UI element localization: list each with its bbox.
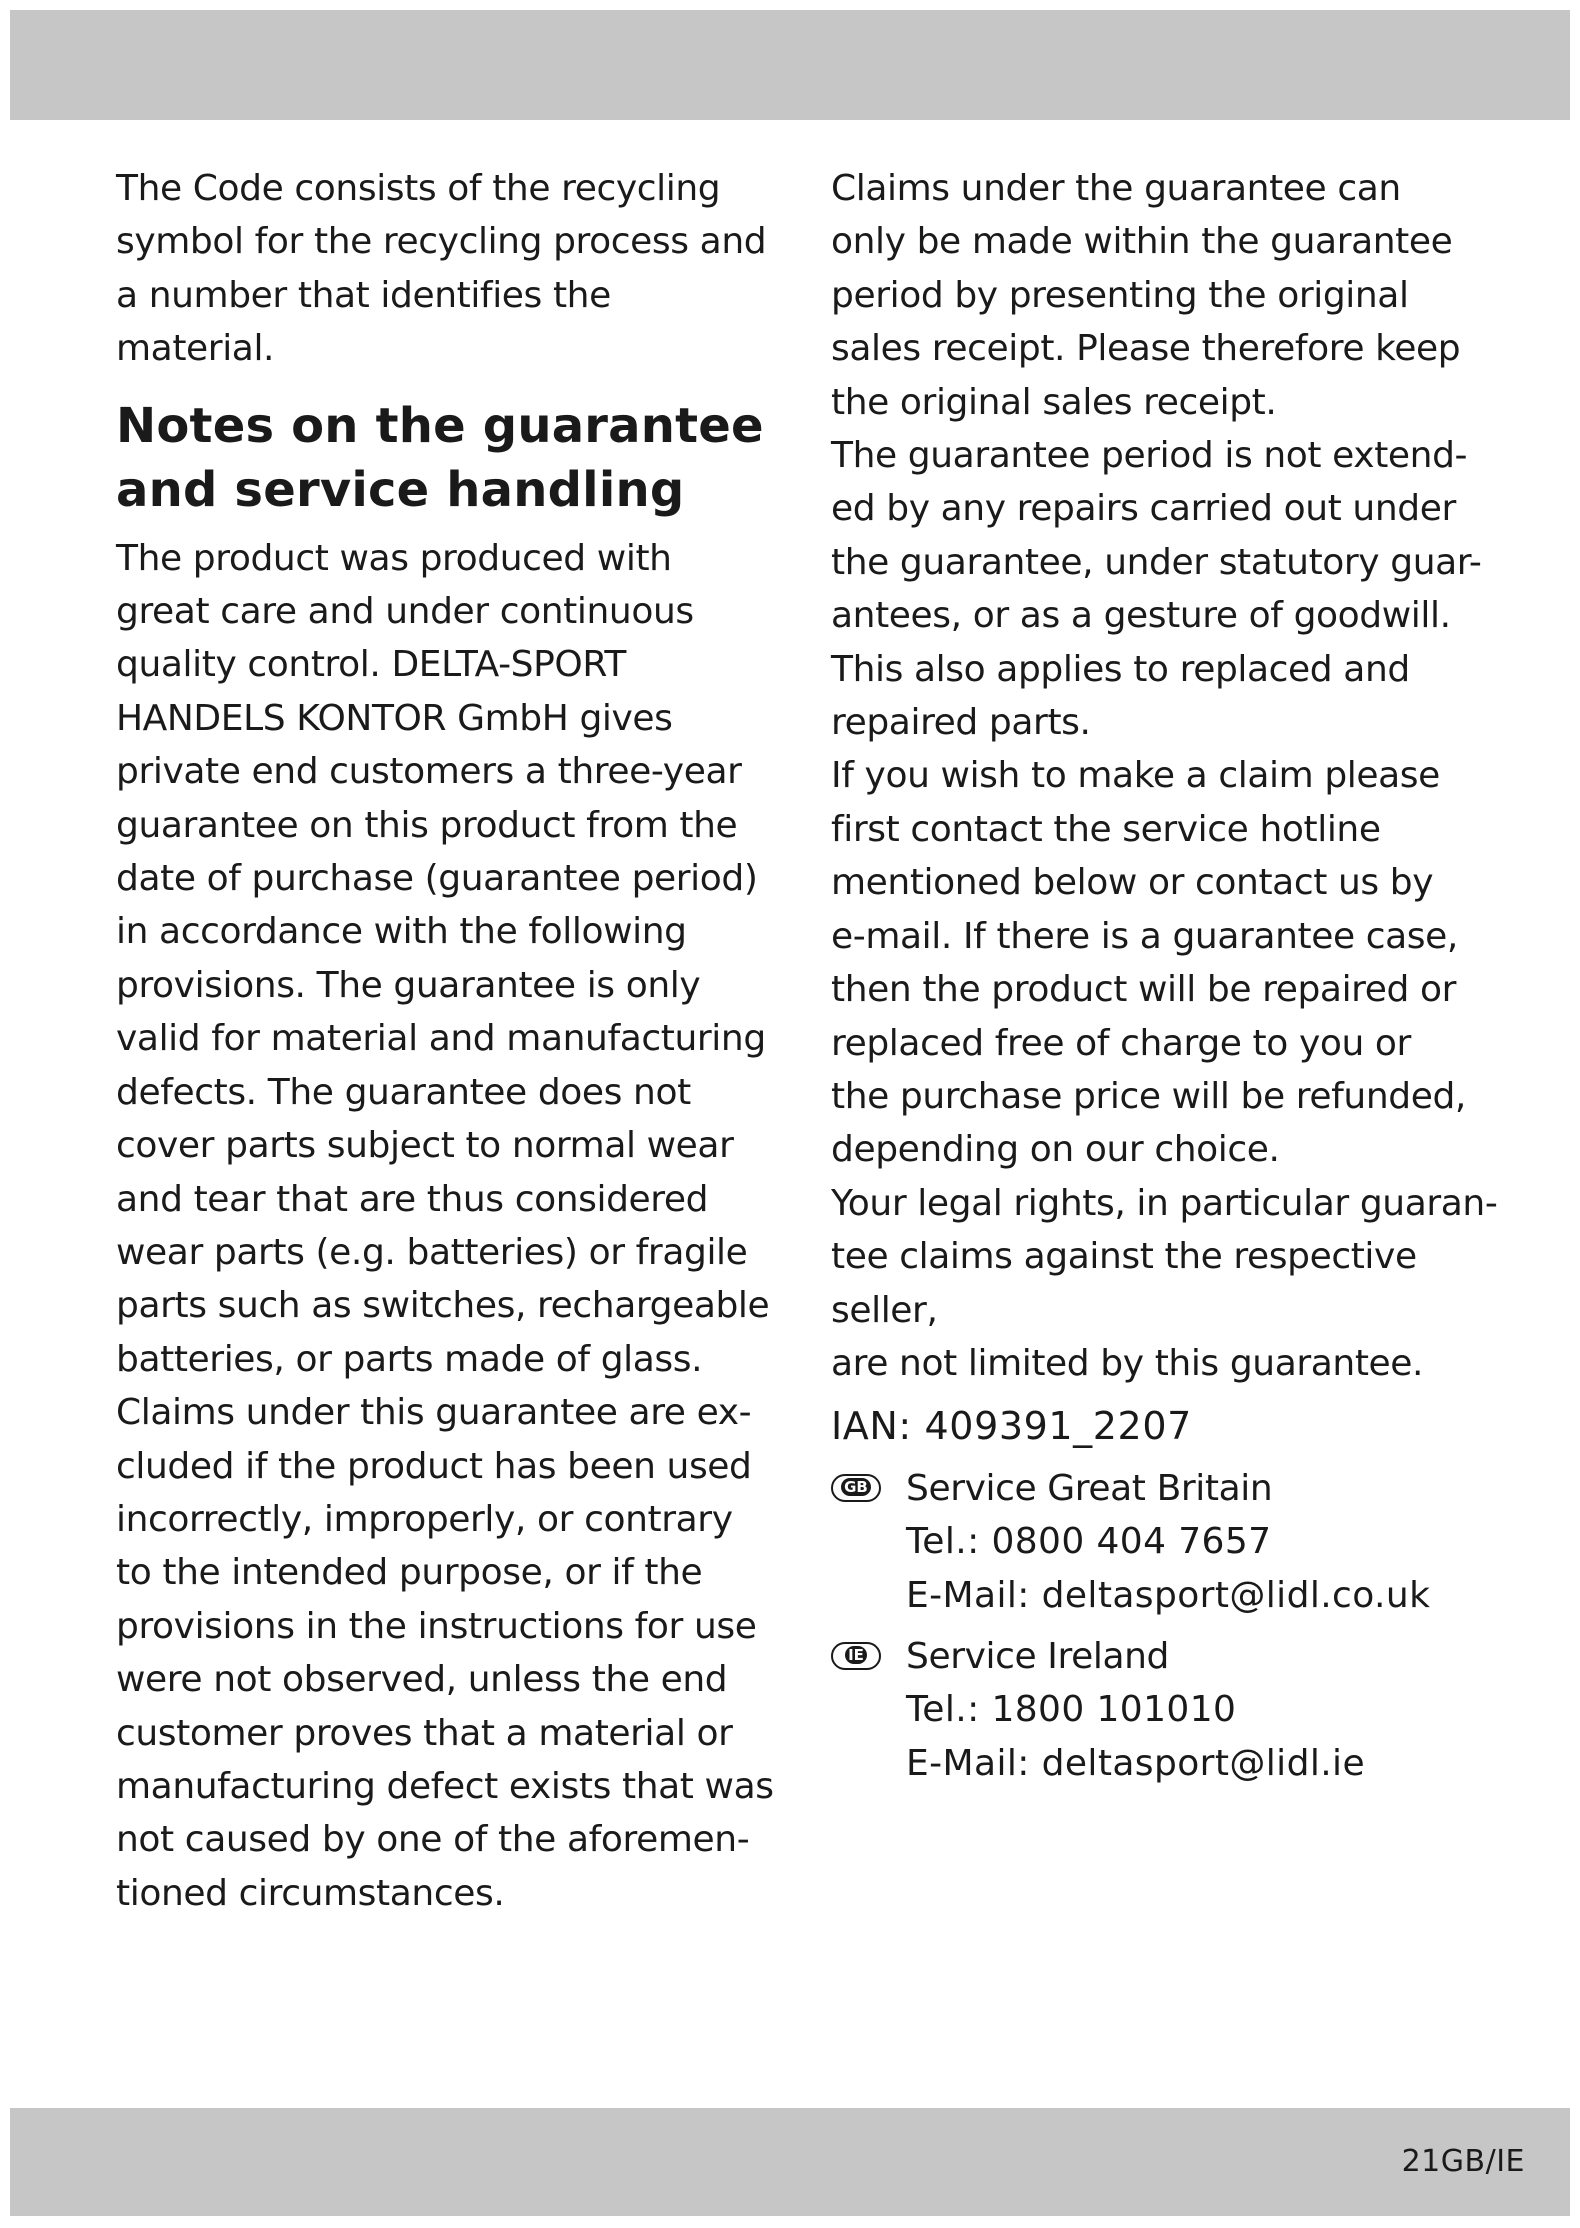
service-name: Service Great Britain (906, 1467, 1273, 1509)
service-name: Service Ireland (906, 1635, 1169, 1677)
claim-process-paragraph: If you wish to make a claim please first contact the service hotline mentioned below or contact us by e-mail. If there is a guarantee case, then the product will be repaired or replaced free of charge to you or the purchase price will be refunded, depending on our choice. (831, 755, 1466, 1171)
service-ireland (831, 1630, 1531, 1790)
service-phone: Tel.: 1800 101010 (906, 1689, 1237, 1731)
section-heading: Notes on the guarantee and service handling (116, 397, 764, 518)
right-column (831, 162, 1531, 1790)
guarantee-period-paragraph: The guarantee period is not extend- ed by any repairs carried out under the guarantee, under statutory guar- antees, or as a gesture of goodwill. This also applies to replaced and repaired parts. (831, 435, 1482, 744)
service-great-britain (831, 1462, 1531, 1622)
guarantee-body-paragraph: The product was produced with great care and under continuous quality control. DELTA-SPORT HANDELS KONTOR GmbH gives private end customers a three-year guarantee on this product from the date of purchase (guarantee period) in accordance with the following provisions. The guarantee is only valid for material and manufacturing defects. The guarantee does not cover parts subject to normal wear and tear that are thus considered wear parts (e.g. batteries) or fragile parts such as switches, rechargeable batteries, or parts made of glass. Claims under this guarantee are ex- cluded if the product has been used incorrectly, improperly, or contrary to the intended purpose, or if the provisions in the instructions for use were not observed, unless the end customer proves that a material or manufacturing defect exists that was not caused by one of the aforemen- tioned circumstances. (116, 537, 774, 1914)
ie-country-icon: IE (831, 1642, 881, 1670)
intro-paragraph: The Code consists of the recycling symbol for the recycling process and a number that identifies the material. (116, 168, 767, 370)
left-column (116, 162, 776, 1920)
service-email: E-Mail: deltasport@lidl.co.uk (906, 1574, 1431, 1616)
ian-number: IAN: 409391_2207 (831, 1404, 1192, 1449)
header-bar (10, 10, 1570, 120)
page-number: 21GB/IE (1401, 2144, 1525, 2179)
service-email: E-Mail: deltasport@lidl.ie (906, 1742, 1366, 1784)
legal-rights-paragraph: Your legal rights, in particular guaran- tee claims against the respective seller, are not limited by this guarantee. (831, 1182, 1498, 1384)
service-phone: Tel.: 0800 404 7657 (906, 1521, 1272, 1563)
footer-bar (10, 2108, 1570, 2216)
gb-country-icon: GB (831, 1474, 881, 1502)
claims-paragraph: Claims under the guarantee can only be made within the guarantee period by presenting the original sales receipt. Please therefore keep the original sales receipt. (831, 168, 1461, 423)
